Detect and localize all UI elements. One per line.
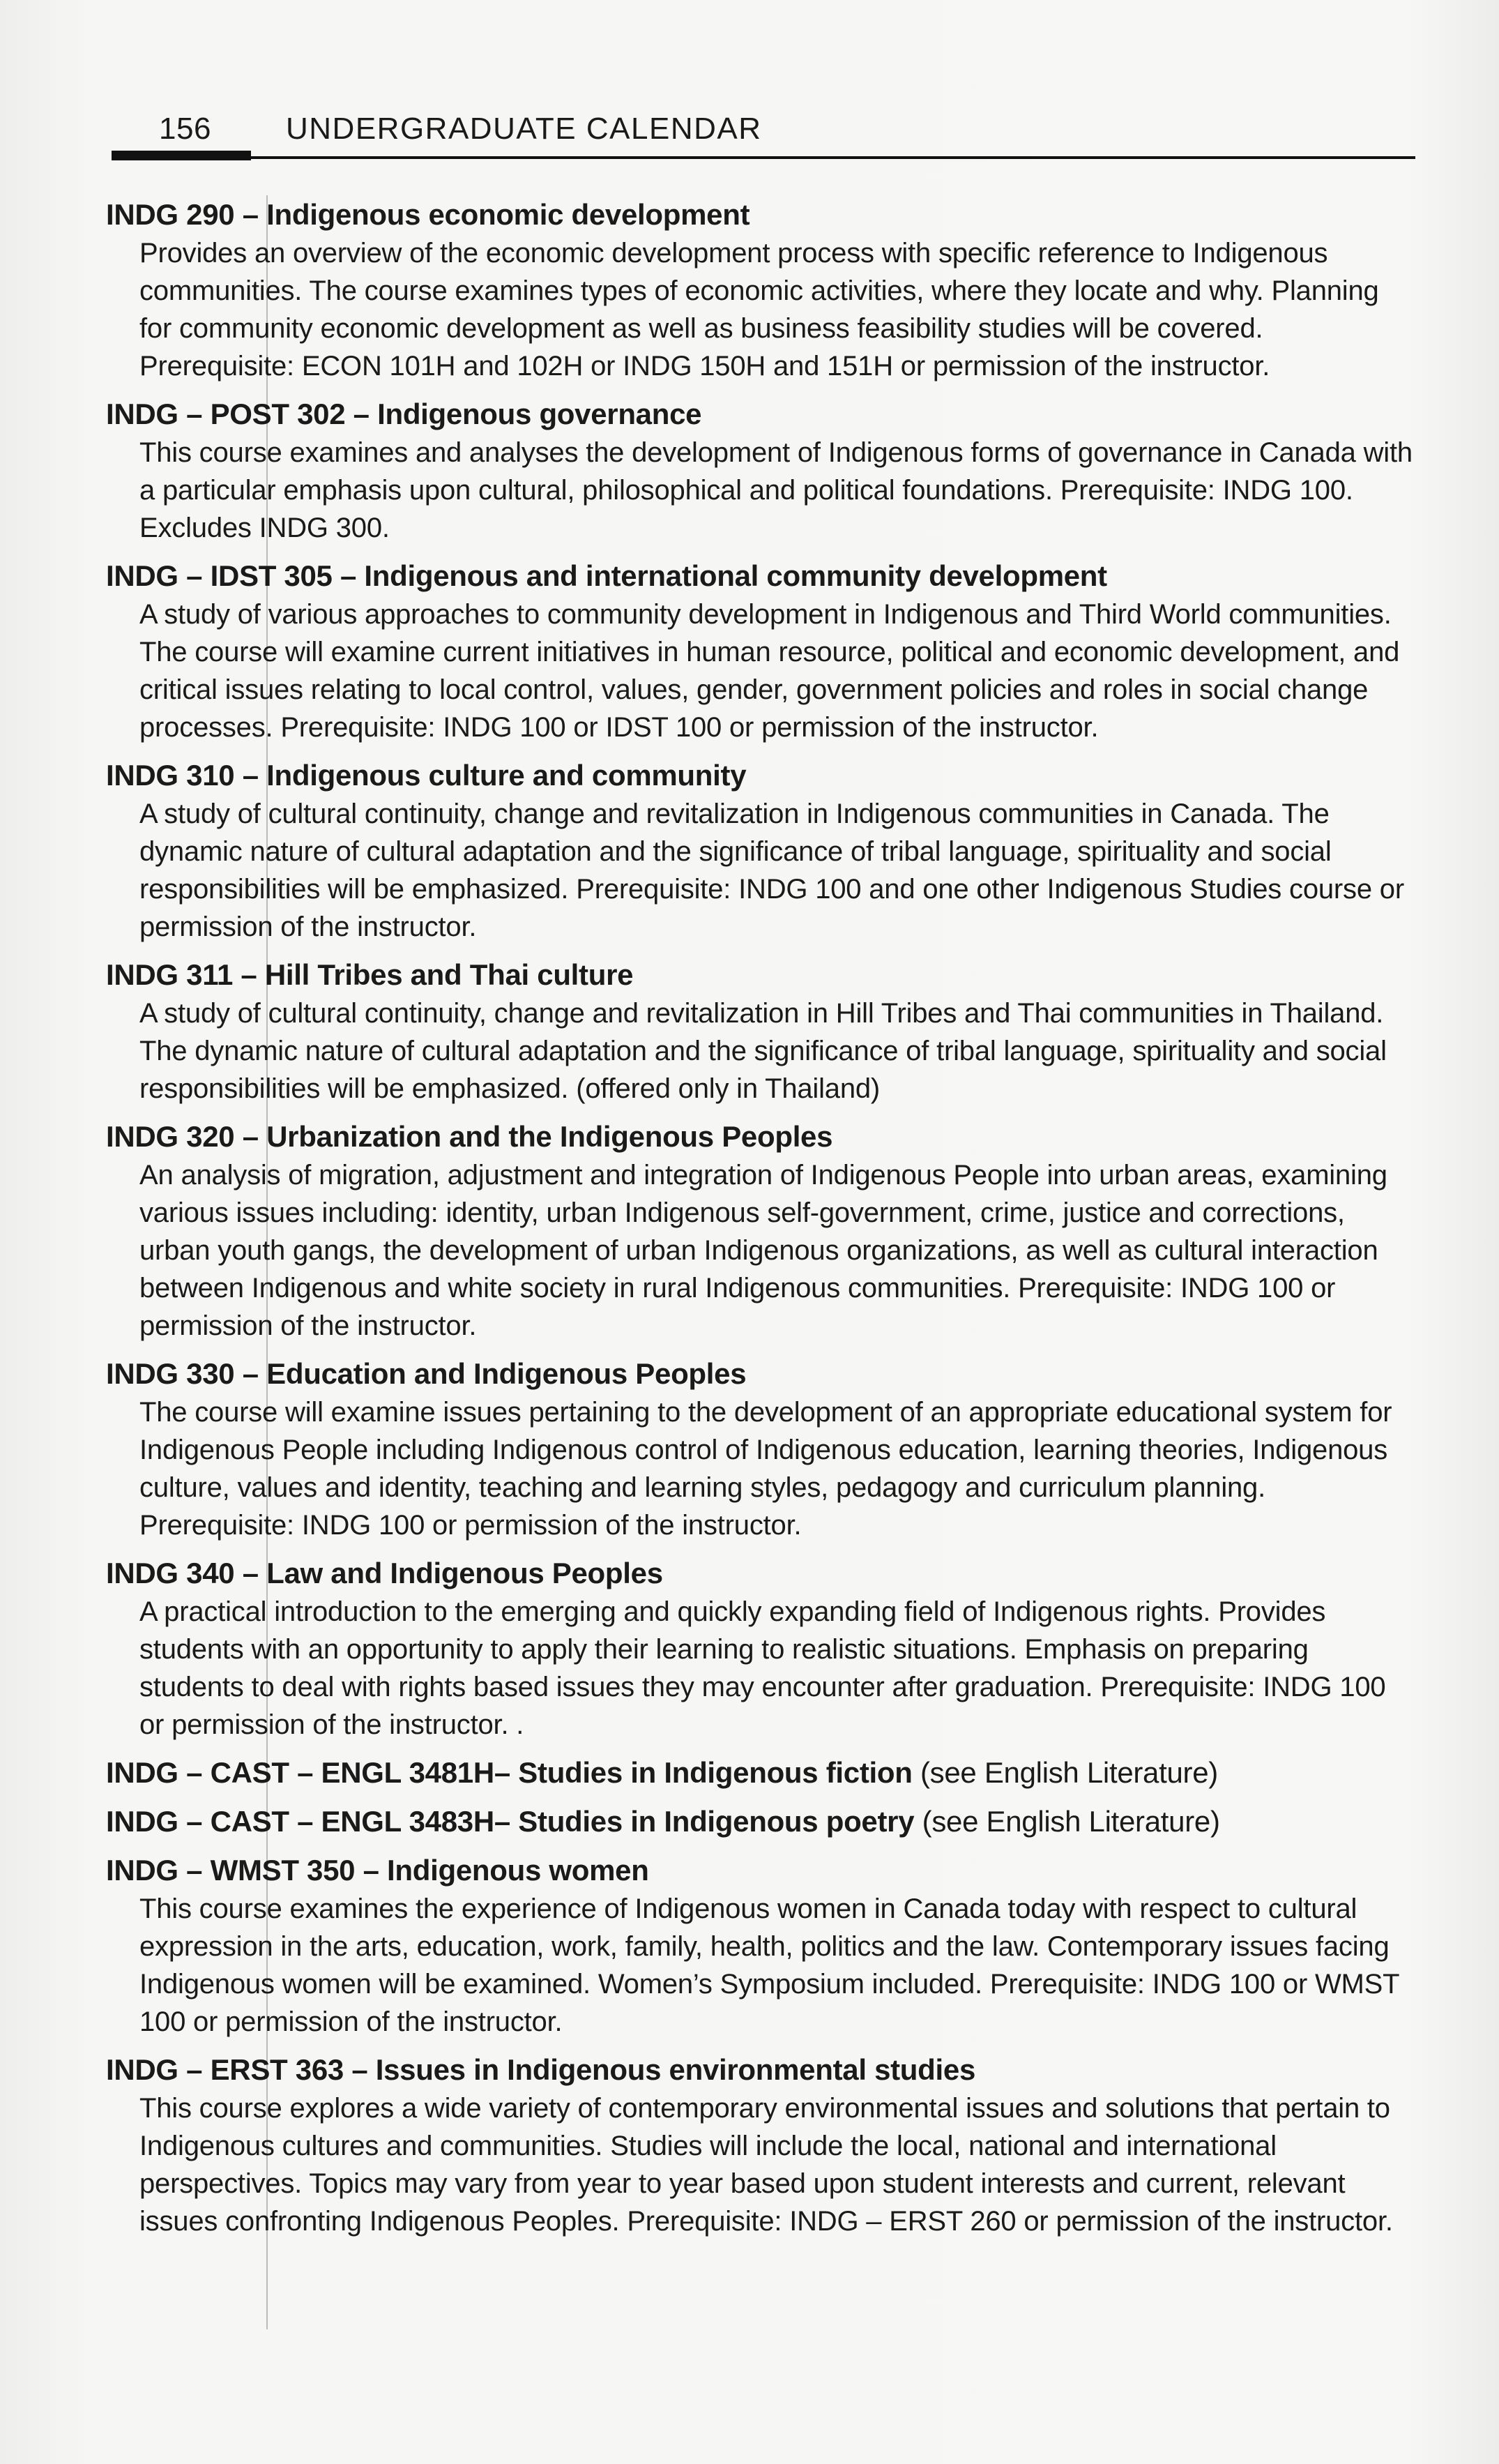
course-title-text: INDG – CAST – ENGL 3481H– Studies in Indigenous fiction — [106, 1756, 913, 1789]
course-entry-indg-290 — [106, 195, 1417, 385]
course-entry-indg-330 — [106, 1354, 1417, 1544]
course-description: A study of cultural continuity, change and revitalization in Hill Tribes and Thai communities in Thailand. The dynamic nature of cultural adaptation and the significance of tribal language, spirituality and social responsibilities will be emphasized. (offered only in Thailand) — [139, 998, 1387, 1104]
course-description: A study of various approaches to community development in Indigenous and Third World communities. The course will examine current initiatives in human resource, political and economic development, and critical issues relating to local control, values, gender, government policies and roles in social change processes. Prerequisite: INDG 100 or IDST 100 or permission of the instructor. — [139, 599, 1400, 743]
course-title: INDG – IDST 305 – Indigenous and international community development — [106, 559, 1107, 592]
header-title: UNDERGRADUATE CALENDAR — [286, 112, 762, 146]
course-description: This course explores a wide variety of contemporary environmental issues and solutions that pertain to Indigenous cultures and communities. Studies will include the local, national and international perspectives. Topics may vary from year to year based upon student interests and current, relevant issues confronting Indigenous Peoples. Prerequisite: INDG – ERST 260 or permission of the instructor. — [139, 2093, 1393, 2237]
course-description: This course examines the experience of Indigenous women in Canada today with respect to cultural expression in the arts, education, work, family, health, politics and the law. Contemporary issues facing Indigenous women will be examined. Women’s Symposium included. Prerequisite: INDG 100 or WMST 100 or permission of the instructor. — [139, 1894, 1399, 2037]
course-title: INDG 320 – Urbanization and the Indigenous Peoples — [106, 1120, 833, 1153]
course-entry-indg-311 — [106, 955, 1417, 1108]
course-entry-indg-idst-305 — [106, 557, 1417, 746]
course-description: Provides an overview of the economic development process with specific reference to Indigenous communities. The course examines types of economic activities, where they locate and why. Planning for community economic development as well as business feasibility studies will be covered. Prerequisite: ECON 101H and 102H or INDG 150H and 151H or permission of the instructor. — [139, 238, 1379, 381]
course-list — [106, 195, 1417, 2250]
header-rule-accent — [112, 151, 251, 160]
course-description: A study of cultural continuity, change and revitalization in Indigenous communities in Canada. The dynamic nature of cultural adaptation and the significance of tribal language, spirituality and social responsibilities will be emphasized. Prerequisite: INDG 100 and one other Indigenous Studies course or permission of the instructor. — [139, 799, 1404, 942]
course-title — [106, 1753, 1417, 1792]
page-number: 156 — [159, 112, 211, 146]
course-entry-indg-erst-363 — [106, 2050, 1417, 2240]
course-entry-indg-310 — [106, 756, 1417, 946]
course-title: INDG 330 – Education and Indigenous Peoples — [106, 1357, 747, 1390]
cross-reference: (see English Literature) — [914, 1805, 1220, 1838]
course-title: INDG 340 – Law and Indigenous Peoples — [106, 1557, 663, 1589]
course-title: INDG – ERST 363 – Issues in Indigenous environmental studies — [106, 2053, 976, 2086]
course-description: A practical introduction to the emerging and quickly expanding field of Indigenous rights. Provides students with an opportunity to apply their learning to realistic situations. Emphasis on preparing students to deal with rights based issues they may encounter after graduation. Prerequisite: INDG 100 or permission of the instructor. . — [139, 1596, 1386, 1740]
course-title: INDG – POST 302 – Indigenous governance — [106, 398, 702, 430]
course-title: INDG 311 – Hill Tribes and Thai culture — [106, 958, 634, 991]
course-description: This course examines and analyses the development of Indigenous forms of governance in Canada with a particular emphasis upon cultural, philosophical and political foundations. Prerequisite: INDG 100. Excludes INDG 300. — [139, 437, 1413, 543]
course-title: INDG 310 – Indigenous culture and community — [106, 759, 747, 792]
course-title — [106, 1802, 1417, 1841]
course-entry-indg-320 — [106, 1117, 1417, 1345]
course-description: An analysis of migration, adjustment and integration of Indigenous People into urban areas, examining various issues including: identity, urban Indigenous self-government, crime, justice and corrections, urban youth gangs, the development of urban Indigenous organizations, as well as cultural interaction between Indigenous and white society in rural Indigenous communities. Prerequisite: INDG 100 or permission of the instructor. — [139, 1160, 1387, 1341]
page-header — [112, 105, 1415, 167]
course-entry-indg-wmst-350 — [106, 1851, 1417, 2041]
course-description: The course will examine issues pertaining to the development of an appropriate educational system for Indigenous People including Indigenous control of Indigenous education, learning theories, Indigenous culture, values and identity, teaching and learning styles, pedagogy and curriculum planning. Prerequisite: INDG 100 or permission of the instructor. — [139, 1397, 1392, 1541]
course-entry-indg-post-302 — [106, 395, 1417, 547]
header-rule — [112, 156, 1415, 159]
course-title: INDG – WMST 350 – Indigenous women — [106, 1854, 649, 1887]
course-entry-indg-cast-engl-3481h — [106, 1753, 1417, 1792]
course-entry-indg-cast-engl-3483h — [106, 1802, 1417, 1841]
course-title: INDG 290 – Indigenous economic development — [106, 198, 750, 231]
course-entry-indg-340 — [106, 1554, 1417, 1744]
course-title-text: INDG – CAST – ENGL 3483H– Studies in Indigenous poetry — [106, 1805, 915, 1838]
cross-reference: (see English Literature) — [912, 1756, 1218, 1789]
